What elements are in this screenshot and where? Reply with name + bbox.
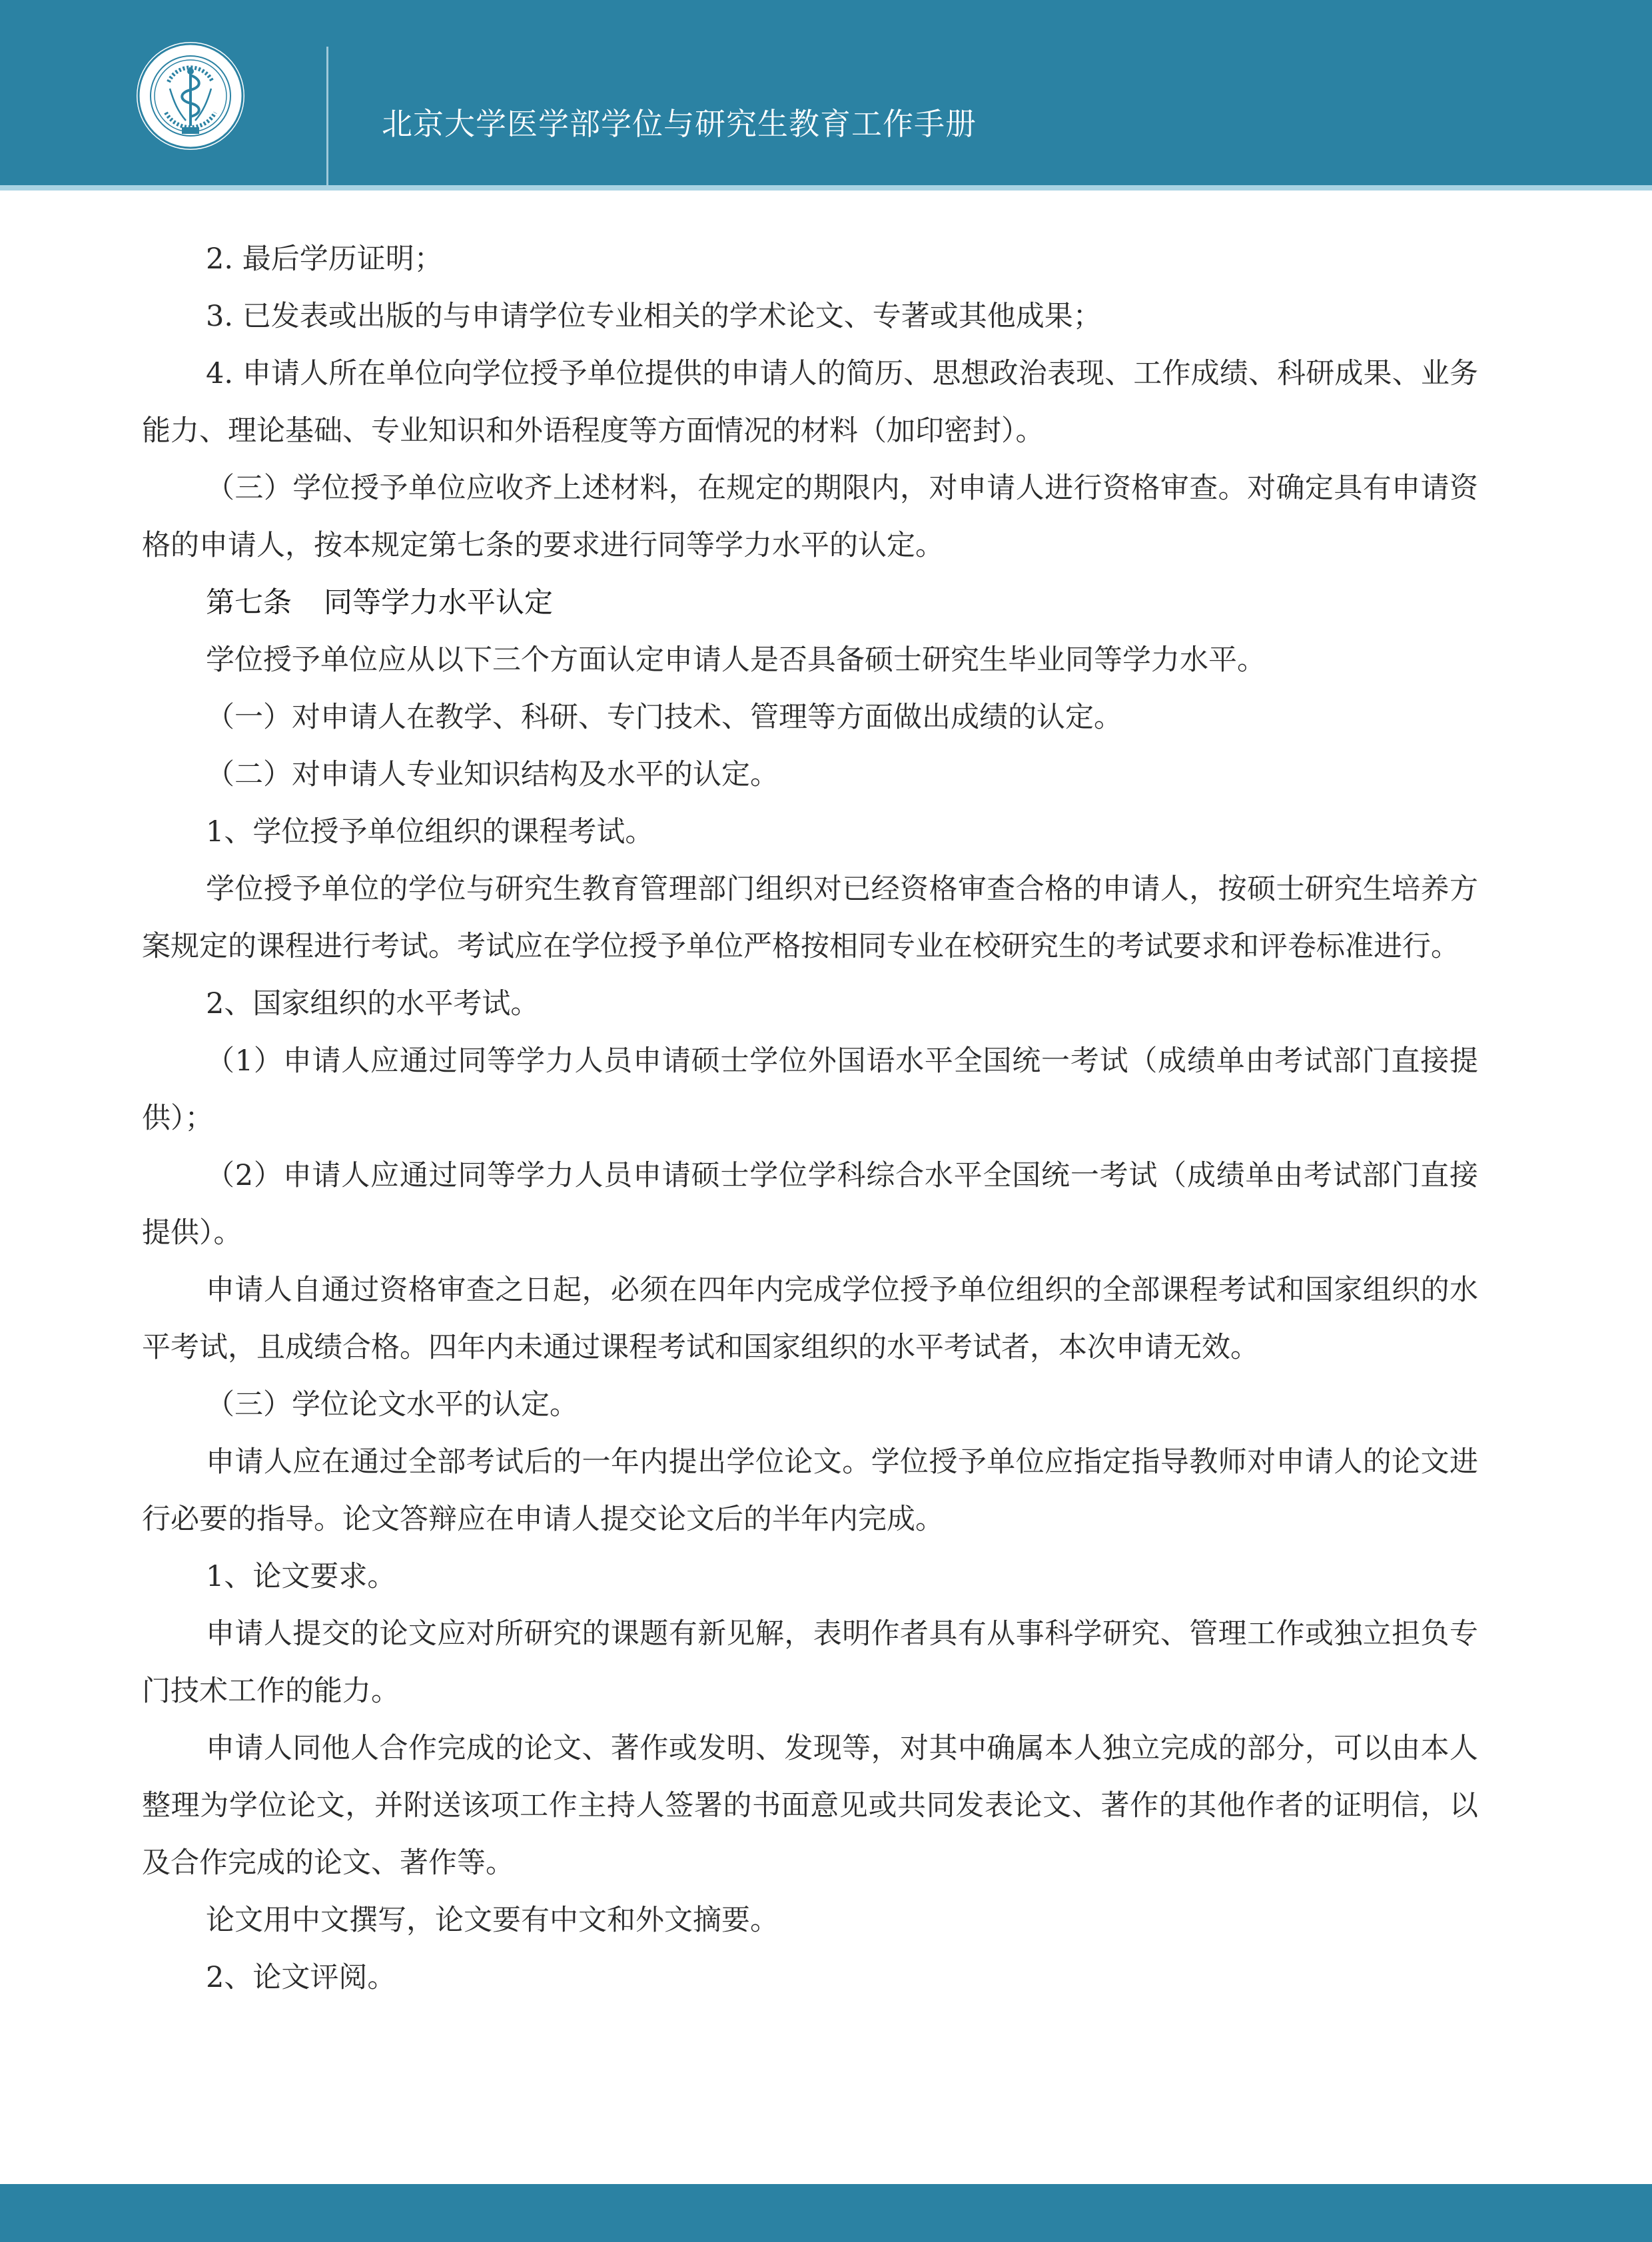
paragraph-thesis-requirements-heading: 1、论文要求。 xyxy=(206,1560,396,1593)
document-body xyxy=(142,230,1478,2006)
paragraph-foreign-language-exam: （1）申请人应通过同等学力人员申请硕士学位外国语水平全国统一考试（成绩单由考试部门直接提供）； xyxy=(142,1044,1478,1135)
paragraph-section-3: （三）学位论文水平的认定。 xyxy=(206,1388,578,1421)
paragraph-subject-exam: （2）申请人应通过同等学力人员申请硕士学位学科综合水平全国统一考试（成绩单由考试部门直接提供）。 xyxy=(142,1159,1478,1250)
paragraph-joint-work: 申请人同他人合作完成的论文、著作或发明、发现等，对其中确属本人独立完成的部分，可以由本人整理为学位论文，并附送该项工作主持人签署的书面意见或共同发表论文、著作的其他作者的证明信，以及合作完成的论文、著作等。 xyxy=(142,1732,1478,1880)
paragraph-course-exam: 学位授予单位的学位与研究生教育管理部门组织对已经资格审查合格的申请人，按硕士研究生培养方案规定的课程进行考试。考试应在学位授予单位严格按相同专业在校研究生的考试要求和评卷标准进行。 xyxy=(142,873,1478,963)
article-number: 第七条 xyxy=(206,586,292,619)
article-heading xyxy=(142,574,1478,631)
paragraph-course-exam-heading: 1、学位授予单位组织的课程考试。 xyxy=(206,815,654,849)
university-logo-icon xyxy=(137,42,244,150)
paragraph-qualification-review: （三）学位授予单位应收齐上述材料，在规定的期限内，对申请人进行资格审查。对确定具有申请资格的申请人，按本规定第七条的要求进行同等学力水平的认定。 xyxy=(142,472,1478,562)
header-divider xyxy=(326,47,328,185)
paragraph-section-1: （一）对申请人在教学、科研、专门技术、管理等方面做出成绩的认定。 xyxy=(206,701,1122,734)
paragraph-thesis-language: 论文用中文撰写，论文要有中文和外文摘要。 xyxy=(206,1904,779,1937)
article-title: 同等学力水平认定 xyxy=(324,586,553,619)
paragraph-section-2: （二）对申请人专业知识结构及水平的认定。 xyxy=(206,758,779,791)
paragraph-thesis-requirements: 申请人提交的论文应对所研究的课题有新见解，表明作者具有从事科学研究、管理工作或独立担负专门技术工作的能力。 xyxy=(142,1617,1478,1708)
paragraph-article-intro: 学位授予单位应从以下三个方面认定申请人是否具备硕士研究生毕业同等学力水平。 xyxy=(206,643,1266,677)
paragraph-thesis-review-heading: 2、论文评阅。 xyxy=(206,1961,396,1994)
page-header xyxy=(0,0,1652,190)
paragraph-exam-deadline: 申请人自通过资格审查之日起，必须在四年内完成学位授予单位组织的全部课程考试和国家组织的水平考试，且成绩合格。四年内未通过课程考试和国家组织的水平考试者，本次申请无效。 xyxy=(142,1274,1478,1364)
paragraph-item-2: 2. 最后学历证明； xyxy=(206,242,443,276)
handbook-title: 北京大学医学部学位与研究生教育工作手册 xyxy=(382,106,977,142)
paragraph-item-3: 3. 已发表或出版的与申请学位专业相关的学术论文、专著或其他成果； xyxy=(206,300,1102,333)
paragraph-national-exam-heading: 2、国家组织的水平考试。 xyxy=(206,987,540,1020)
page-footer-bar xyxy=(0,2184,1652,2242)
paragraph-item-4: 4. 申请人所在单位向学位授予单位提供的申请人的简历、思想政治表现、工作成绩、科研成果、业务能力、理论基础、专业知识和外语程度等方面情况的材料（加印密封）。 xyxy=(142,357,1478,448)
paragraph-thesis-submission: 申请人应在通过全部考试后的一年内提出学位论文。学位授予单位应指定指导教师对申请人的论文进行必要的指导。论文答辩应在申请人提交论文后的半年内完成。 xyxy=(142,1445,1478,1536)
